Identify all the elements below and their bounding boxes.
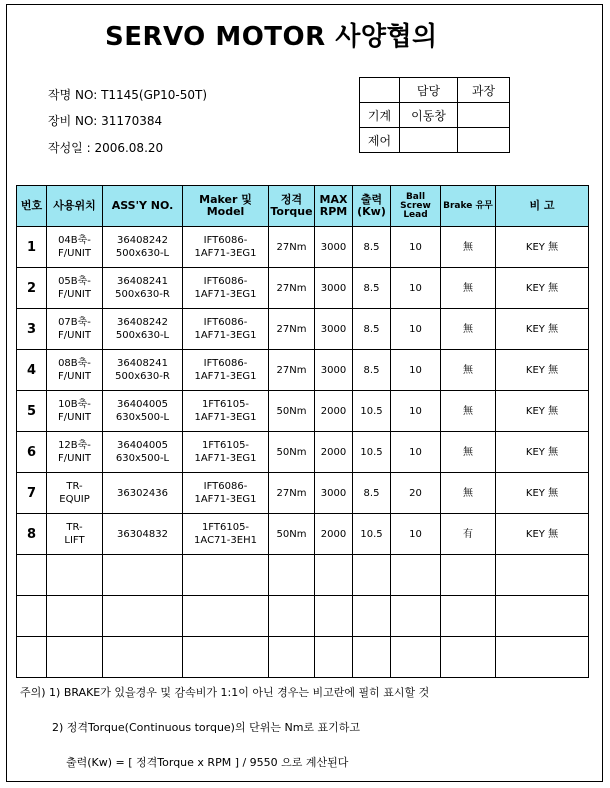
cell-no-line: 2 <box>26 280 37 296</box>
cell-torque <box>269 432 315 473</box>
cell-rpm <box>315 473 353 514</box>
cell-assy-no <box>103 350 183 391</box>
cell-location <box>47 391 103 432</box>
cell-rpm <box>315 391 353 432</box>
cell-model-line: 1AF71-3EG1 <box>194 371 257 382</box>
cell-assy-no-line: 36304832 <box>117 528 168 540</box>
cell-output <box>353 268 391 309</box>
cell-brake <box>441 514 496 555</box>
empty-cell <box>496 555 589 596</box>
cell-assy-no-line: 36404005 <box>117 440 168 451</box>
empty-cell <box>269 555 315 596</box>
cell-output-line: 8.5 <box>363 364 380 376</box>
table-row <box>17 350 589 391</box>
approval-corner <box>360 78 400 103</box>
empty-cell <box>496 596 589 637</box>
cell-no <box>17 432 47 473</box>
cell-output <box>353 309 391 350</box>
cell-lead <box>391 473 441 514</box>
written-date: 작성일 : 2006.08.20 <box>48 141 164 155</box>
cell-lead-line: 10 <box>409 364 422 376</box>
cell-remark <box>496 514 589 555</box>
cell-rpm-line: 2000 <box>320 405 347 417</box>
cell-brake <box>441 432 496 473</box>
cell-lead-line: 20 <box>409 487 422 499</box>
empty-cell <box>391 637 441 678</box>
empty-cell <box>47 596 103 637</box>
empty-cell <box>315 596 353 637</box>
cell-model-line: IFT6086- <box>203 317 248 328</box>
cell-model-line: 1AF71-3EG1 <box>194 494 257 505</box>
cell-rpm-line: 3000 <box>320 323 347 335</box>
cell-output-line: 10.5 <box>360 446 383 458</box>
cell-no <box>17 227 47 268</box>
cell-remark-line: KEY 無 <box>525 364 559 376</box>
empty-row <box>17 555 589 596</box>
cell-model-line: 1AF71-3EG1 <box>194 330 257 341</box>
header-ball-screw-lead: Ball Screw Lead <box>391 186 441 227</box>
empty-cell <box>183 596 269 637</box>
cell-torque <box>269 227 315 268</box>
cell-output <box>353 350 391 391</box>
cell-lead <box>391 514 441 555</box>
empty-cell <box>391 596 441 637</box>
cell-no <box>17 268 47 309</box>
cell-assy-no-line: 36404005 <box>117 399 168 410</box>
cell-no-line: 5 <box>26 403 37 419</box>
cell-output <box>353 227 391 268</box>
cell-location-line: 07B축- <box>58 317 91 328</box>
cell-torque-line: 27Nm <box>276 487 307 499</box>
cell-location-line: F/UNIT <box>58 453 91 464</box>
cell-torque <box>269 514 315 555</box>
cell-model <box>183 514 269 555</box>
empty-cell <box>47 637 103 678</box>
empty-cell <box>353 637 391 678</box>
table-body <box>17 227 589 678</box>
cell-location-line: F/UNIT <box>58 330 91 341</box>
cell-output-line: 10.5 <box>360 528 383 540</box>
cell-location-line: 05B축- <box>58 276 91 287</box>
cell-no-line: 1 <box>26 239 37 255</box>
note-2: 2) 정격Torque(Continuous torque)의 단위는 Nm로 표기하고 <box>52 721 361 734</box>
empty-cell <box>183 555 269 596</box>
table-row <box>17 514 589 555</box>
cell-model-line: 1AC71-3EH1 <box>194 535 257 546</box>
cell-location <box>47 227 103 268</box>
cell-remark <box>496 432 589 473</box>
header-remarks: 비 고 <box>496 186 589 227</box>
servo-spec-table <box>16 185 589 678</box>
cell-lead <box>391 268 441 309</box>
empty-cell <box>496 637 589 678</box>
cell-location-line: 12B축- <box>58 440 91 451</box>
header-output-kw: 출력 (Kw) <box>353 186 391 227</box>
cell-torque-line: 50Nm <box>276 446 307 458</box>
cell-model-line: IFT6086- <box>203 481 248 492</box>
empty-cell <box>47 555 103 596</box>
cell-model-line: 1AF71-3EG1 <box>194 453 257 464</box>
header-no: 번호 <box>17 186 47 227</box>
approval-cell <box>458 103 510 128</box>
cell-brake-line: 無 <box>463 323 473 335</box>
cell-rpm <box>315 227 353 268</box>
approval-label: 제어 <box>360 128 400 153</box>
cell-torque <box>269 350 315 391</box>
cell-remark-line: KEY 無 <box>525 241 559 253</box>
cell-model-line: 1AF71-3EG1 <box>194 289 257 300</box>
table-row <box>17 227 589 268</box>
cell-assy-no-line: 36408241 <box>117 276 168 287</box>
empty-cell <box>353 555 391 596</box>
cell-location-line: 10B축- <box>58 399 91 410</box>
cell-assy-no-line: 36408242 <box>117 235 168 246</box>
document-title: SERVO MOTOR 사양협의 <box>105 22 438 52</box>
note-3: 출력(Kw) = [ 정격Torque x RPM ] / 9550 으로 계산된다 <box>66 756 349 769</box>
empty-cell <box>17 555 47 596</box>
cell-output-line: 8.5 <box>363 241 380 253</box>
cell-brake <box>441 391 496 432</box>
cell-model-line: IFT6086- <box>203 358 248 369</box>
approval-row-mechanical <box>360 103 510 128</box>
cell-assy-no-line: 36408241 <box>117 358 168 369</box>
approval-cell: 이동창 <box>400 103 458 128</box>
empty-cell <box>315 637 353 678</box>
cell-brake <box>441 309 496 350</box>
table-row <box>17 432 589 473</box>
cell-brake-line: 無 <box>463 282 473 294</box>
cell-lead-line: 10 <box>409 528 422 540</box>
cell-model <box>183 473 269 514</box>
cell-remark <box>496 350 589 391</box>
cell-assy-no-line: 36408242 <box>117 317 168 328</box>
cell-torque <box>269 391 315 432</box>
cell-model-line: 1AF71-3EG1 <box>194 248 257 259</box>
cell-no-line: 7 <box>26 485 37 501</box>
cell-location-line: F/UNIT <box>58 289 91 300</box>
cell-lead-line: 10 <box>409 405 422 417</box>
cell-remark-line: KEY 無 <box>525 323 559 335</box>
cell-output-line: 8.5 <box>363 323 380 335</box>
cell-brake-line: 有 <box>463 528 473 540</box>
approval-cell <box>400 128 458 153</box>
cell-location-line: LIFT <box>64 535 85 546</box>
cell-lead-line: 10 <box>409 282 422 294</box>
cell-rpm <box>315 268 353 309</box>
empty-cell <box>441 596 496 637</box>
cell-no-line: 6 <box>26 444 37 460</box>
cell-brake <box>441 227 496 268</box>
cell-model-line: IFT6086- <box>203 276 248 287</box>
cell-location-line: 08B축- <box>58 358 91 369</box>
cell-location-line: 04B축- <box>58 235 91 246</box>
cell-assy-no <box>103 432 183 473</box>
cell-rpm-line: 2000 <box>320 528 347 540</box>
cell-brake-line: 無 <box>463 446 473 458</box>
header-torque: 정격 Torque <box>269 186 315 227</box>
cell-model <box>183 227 269 268</box>
header-location: 사용위치 <box>47 186 103 227</box>
cell-brake-line: 無 <box>463 405 473 417</box>
cell-location-line: F/UNIT <box>58 248 91 259</box>
cell-no-line: 8 <box>26 526 37 542</box>
cell-lead <box>391 227 441 268</box>
cell-rpm-line: 2000 <box>320 446 347 458</box>
cell-rpm <box>315 350 353 391</box>
cell-remark-line: KEY 無 <box>525 487 559 499</box>
cell-torque-line: 50Nm <box>276 528 307 540</box>
cell-no-line: 4 <box>26 362 37 378</box>
table-row <box>17 391 589 432</box>
cell-brake-line: 無 <box>463 241 473 253</box>
cell-lead-line: 10 <box>409 241 422 253</box>
table-row <box>17 473 589 514</box>
cell-rpm-line: 3000 <box>320 364 347 376</box>
cell-brake-line: 無 <box>463 487 473 499</box>
cell-location-line: EQUIP <box>59 494 90 505</box>
cell-lead <box>391 432 441 473</box>
cell-assy-no <box>103 227 183 268</box>
cell-no-line: 3 <box>26 321 37 337</box>
cell-torque-line: 27Nm <box>276 364 307 376</box>
empty-row <box>17 596 589 637</box>
approval-header-manager: 담당 <box>400 78 458 103</box>
cell-no <box>17 473 47 514</box>
cell-no <box>17 350 47 391</box>
cell-output <box>353 391 391 432</box>
approval-header-chief: 과장 <box>458 78 510 103</box>
empty-cell <box>103 555 183 596</box>
cell-model-line: IFT6086- <box>203 235 248 246</box>
cell-location <box>47 350 103 391</box>
cell-model-line: 1FT6105- <box>201 399 250 410</box>
cell-lead <box>391 350 441 391</box>
cell-output <box>353 514 391 555</box>
cell-assy-no <box>103 473 183 514</box>
empty-cell <box>441 555 496 596</box>
cell-location <box>47 432 103 473</box>
cell-model <box>183 350 269 391</box>
header-max-rpm: MAX RPM <box>315 186 353 227</box>
empty-cell <box>269 637 315 678</box>
cell-no <box>17 391 47 432</box>
cell-torque-line: 50Nm <box>276 405 307 417</box>
cell-assy-no-line: 500x630-R <box>115 371 170 382</box>
header-assy-no: ASS'Y NO. <box>103 186 183 227</box>
cell-lead-line: 10 <box>409 446 422 458</box>
cell-remark-line: KEY 無 <box>525 405 559 417</box>
cell-assy-no-line: 36302436 <box>117 487 168 499</box>
cell-rpm-line: 3000 <box>320 282 347 294</box>
table-row <box>17 309 589 350</box>
cell-location-line: F/UNIT <box>58 371 91 382</box>
cell-torque-line: 27Nm <box>276 323 307 335</box>
cell-rpm <box>315 514 353 555</box>
cell-assy-no-line: 630x500-L <box>115 453 170 464</box>
cell-assy-no <box>103 268 183 309</box>
cell-lead <box>391 391 441 432</box>
cell-model <box>183 432 269 473</box>
cell-torque <box>269 473 315 514</box>
cell-remark-line: KEY 無 <box>525 528 559 540</box>
cell-assy-no-line: 630x500-L <box>115 412 170 423</box>
cell-brake <box>441 268 496 309</box>
empty-cell <box>103 596 183 637</box>
cell-assy-no <box>103 514 183 555</box>
cell-location-line: TR- <box>66 522 83 533</box>
empty-row <box>17 637 589 678</box>
cell-rpm <box>315 432 353 473</box>
cell-remark <box>496 473 589 514</box>
cell-torque-line: 27Nm <box>276 241 307 253</box>
table-header-row <box>17 186 589 227</box>
cell-rpm-line: 3000 <box>320 241 347 253</box>
cell-location <box>47 473 103 514</box>
table-row <box>17 268 589 309</box>
job-no: 작명 NO: T1145(GP10-50T) <box>48 88 208 102</box>
empty-cell <box>269 596 315 637</box>
approval-cell <box>458 128 510 153</box>
empty-cell <box>183 637 269 678</box>
approval-header-row <box>360 78 510 103</box>
cell-remark <box>496 268 589 309</box>
cell-remark <box>496 309 589 350</box>
cell-brake <box>441 350 496 391</box>
cell-model-line: 1FT6105- <box>201 440 250 451</box>
note-1: 주의) 1) BRAKE가 있을경우 및 감속비가 1:1이 아닌 경우는 비고란에 필히 표시할 것 <box>20 686 430 699</box>
cell-model <box>183 309 269 350</box>
cell-model <box>183 391 269 432</box>
cell-output-line: 8.5 <box>363 282 380 294</box>
cell-remark-line: KEY 無 <box>525 282 559 294</box>
cell-location <box>47 268 103 309</box>
cell-brake <box>441 473 496 514</box>
header-maker-model: Maker 및 Model <box>183 186 269 227</box>
cell-model <box>183 268 269 309</box>
empty-cell <box>391 555 441 596</box>
cell-lead-line: 10 <box>409 323 422 335</box>
cell-rpm-line: 3000 <box>320 487 347 499</box>
cell-lead <box>391 309 441 350</box>
cell-output <box>353 473 391 514</box>
cell-remark <box>496 227 589 268</box>
approval-row-control <box>360 128 510 153</box>
empty-cell <box>103 637 183 678</box>
cell-location-line: TR- <box>66 481 83 492</box>
cell-output <box>353 432 391 473</box>
cell-location <box>47 514 103 555</box>
cell-remark-line: KEY 無 <box>525 446 559 458</box>
cell-model-line: 1FT6105- <box>201 522 250 533</box>
approval-table <box>359 77 510 153</box>
cell-assy-no-line: 500x630-L <box>115 330 170 341</box>
empty-cell <box>315 555 353 596</box>
equip-no: 장비 NO: 31170384 <box>48 114 163 128</box>
empty-cell <box>17 637 47 678</box>
cell-torque <box>269 268 315 309</box>
header-brake: Brake 유무 <box>441 186 496 227</box>
cell-no <box>17 514 47 555</box>
cell-assy-no-line: 500x630-L <box>115 248 170 259</box>
approval-label: 기계 <box>360 103 400 128</box>
empty-cell <box>441 637 496 678</box>
cell-rpm <box>315 309 353 350</box>
cell-assy-no <box>103 309 183 350</box>
cell-model-line: 1AF71-3EG1 <box>194 412 257 423</box>
empty-cell <box>17 596 47 637</box>
cell-location <box>47 309 103 350</box>
cell-remark <box>496 391 589 432</box>
cell-no <box>17 309 47 350</box>
cell-assy-no <box>103 391 183 432</box>
cell-output-line: 8.5 <box>363 487 380 499</box>
cell-torque-line: 27Nm <box>276 282 307 294</box>
cell-location-line: F/UNIT <box>58 412 91 423</box>
empty-cell <box>353 596 391 637</box>
cell-brake-line: 無 <box>463 364 473 376</box>
cell-assy-no-line: 500x630-R <box>115 289 170 300</box>
cell-output-line: 10.5 <box>360 405 383 417</box>
cell-torque <box>269 309 315 350</box>
